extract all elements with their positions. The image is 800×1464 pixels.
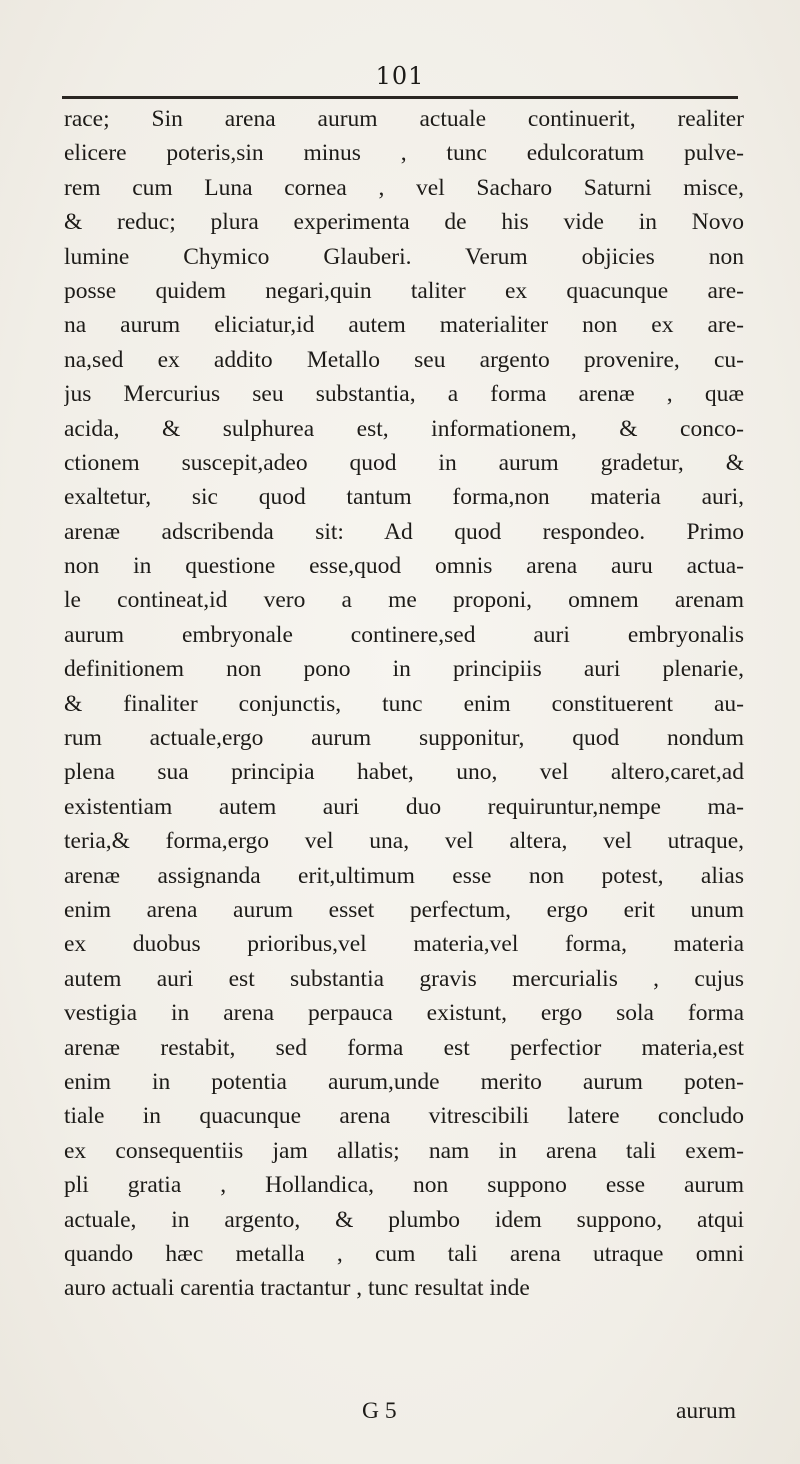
text-line: posse quidem negari,quin taliter ex quacunque are- (64, 277, 744, 304)
text-line: na,sed ex addito Metallo seu argento provenire, cu- (64, 346, 744, 373)
body-text (64, 102, 744, 1306)
text-line: enim in potentia aurum,unde merito aurum poten- (64, 1068, 744, 1095)
text-line: quando hæc metalla , cum tali arena utraque omni (64, 1240, 744, 1267)
text-line: na aurum eliciatur,id autem materialiter non ex are- (64, 312, 744, 339)
text-line: & reduc; plura experimenta de his vide in Novo (64, 209, 744, 236)
text-line: existentiam autem auri duo requiruntur,nempe ma- (64, 793, 744, 820)
text-line: le contineat,id vero a me proponi, omnem arenam (64, 587, 744, 614)
catchword: aurum (675, 1398, 736, 1424)
text-line: ex duobus prioribus,vel materia,vel forma, materia (64, 931, 744, 958)
catchline (64, 1398, 736, 1432)
text-line: arenæ restabit, sed forma est perfectior materia,est (64, 1034, 744, 1061)
text-line: non in questione esse,quod omnis arena auru actua- (64, 553, 744, 580)
text-line: arenæ assignanda erit,ultimum esse non potest, alias (64, 862, 744, 889)
text-line: exaltetur, sic quod tantum forma,non materia auri, (64, 484, 744, 511)
text-line: teria,& forma,ergo vel una, vel altera, vel utraque, (64, 828, 744, 855)
text-line: enim arena aurum esset perfectum, ergo erit unum (64, 896, 744, 923)
text-line: aurum embryonale continere,sed auri embryonalis (64, 621, 744, 648)
text-line: auro actuali carentia tractantur , tunc resultat inde (64, 1275, 530, 1302)
text-line: race; Sin arena aurum actuale continuerit, realiter (64, 106, 744, 132)
text-line: pli gratia , Hollandica, non suppono esse aurum (64, 1172, 744, 1199)
text-line: ex consequentiis jam allatis; nam in arena tali exem- (64, 1137, 744, 1164)
text-line: rem cum Luna cornea , vel Sacharo Saturni misce, (64, 174, 744, 201)
text-line: rum actuale,ergo aurum supponitur, quod nondum (64, 725, 744, 752)
text-line: vestigia in arena perpauca existunt, ergo sola forma (64, 1000, 744, 1027)
text-line: & finaliter conjunctis, tunc enim constituerent au- (64, 690, 744, 717)
text-line: actuale, in argento, & plumbo idem suppono, atqui (64, 1206, 744, 1233)
text-line: autem auri est substantia gravis mercurialis , cujus (64, 965, 744, 992)
text-line: jus Mercurius seu substantia, a forma arenæ , quæ (64, 381, 744, 408)
text-line: acida, & sulphurea est, informationem, & conco- (64, 415, 744, 442)
text-line: plena sua principia habet, uno, vel altero,caret,ad (64, 759, 744, 786)
text-line: tiale in quacunque arena vitrescibili latere concludo (64, 1103, 744, 1130)
text-line: arenæ adscribenda sit: Ad quod respondeo. Primo (64, 518, 744, 545)
text-line: ctionem suscepit,adeo quod in aurum gradetur, & (64, 449, 744, 476)
signature-mark: G 5 (362, 1398, 397, 1424)
text-line: definitionem non pono in principiis auri plenarie, (64, 656, 744, 683)
header-rule (62, 96, 738, 99)
page-number: 101 (375, 62, 425, 90)
text-line: lumine Chymico Glauberi. Verum objicies non (64, 243, 744, 270)
text-line: elicere poteris,sin minus , tunc edulcoratum pulve- (64, 140, 744, 167)
